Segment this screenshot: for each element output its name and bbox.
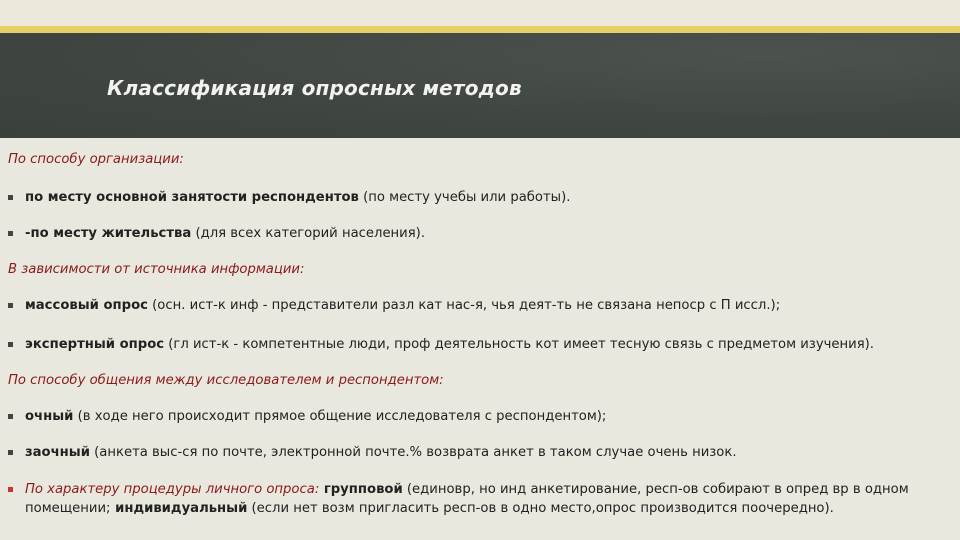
list-item-term: групповой — [319, 482, 403, 497]
bullet-icon — [8, 303, 13, 308]
bullet-icon — [8, 342, 13, 347]
list-item-term: экспертный опрос — [25, 337, 165, 352]
section-heading-source: В зависимости от источника информации: — [8, 262, 305, 277]
list-item-term: очный — [25, 409, 74, 424]
bullet-icon — [8, 450, 13, 455]
list-item-desc: (единовр, но инд анкетирование, респ-ов собирают в опред вр в одном помещении; — [25, 482, 909, 516]
list-item-desc: (по месту учебы или работы). — [358, 190, 571, 205]
list-item-desc: (для всех категорий населения). — [191, 226, 426, 241]
list-item-term: -по месту жительства — [25, 226, 192, 241]
list-item-desc: (анкета выс-ся по почте, электронной почте.% возврата анкет в таком случае очень низок. — [89, 445, 737, 460]
bullet-icon — [8, 487, 13, 492]
section-heading-organization: По способу организации: — [8, 152, 184, 167]
slide-title: Классификация опросных методов — [107, 76, 522, 100]
list-item-desc: (гл ист-к - компетентные люди, проф деятельность кот имеет тесную связь с предметом изучения). — [164, 337, 874, 352]
list-item-desc: (в ходе него происходит прямое общение исследователя с респондентом); — [73, 409, 607, 424]
section-heading-communication: По способу общения между исследователем и респондентом: — [8, 373, 444, 388]
bullet-icon — [8, 414, 13, 419]
list-item-term: по месту основной занятости респондентов — [25, 190, 359, 205]
inline-heading-procedure: По характеру процедуры личного опроса: — [25, 482, 320, 497]
bullet-icon — [8, 195, 13, 200]
list-item-desc: (если нет возм пригласить респ-ов в одно место,опрос производится поочередно). — [247, 501, 834, 516]
bullet-icon — [8, 231, 13, 236]
list-item-desc: (осн. ист-к инф - представители разл кат нас-я, чья деят-ть не связана непоср с П иссл.); — [147, 298, 781, 313]
top-gold-stripe — [0, 26, 960, 33]
title-bar — [0, 0, 960, 138]
top-light-stripe — [0, 0, 960, 26]
list-item-term: индивидуальный — [110, 501, 248, 516]
list-item-term: массовый опрос — [25, 298, 148, 313]
list-item-term: заочный — [25, 445, 90, 460]
